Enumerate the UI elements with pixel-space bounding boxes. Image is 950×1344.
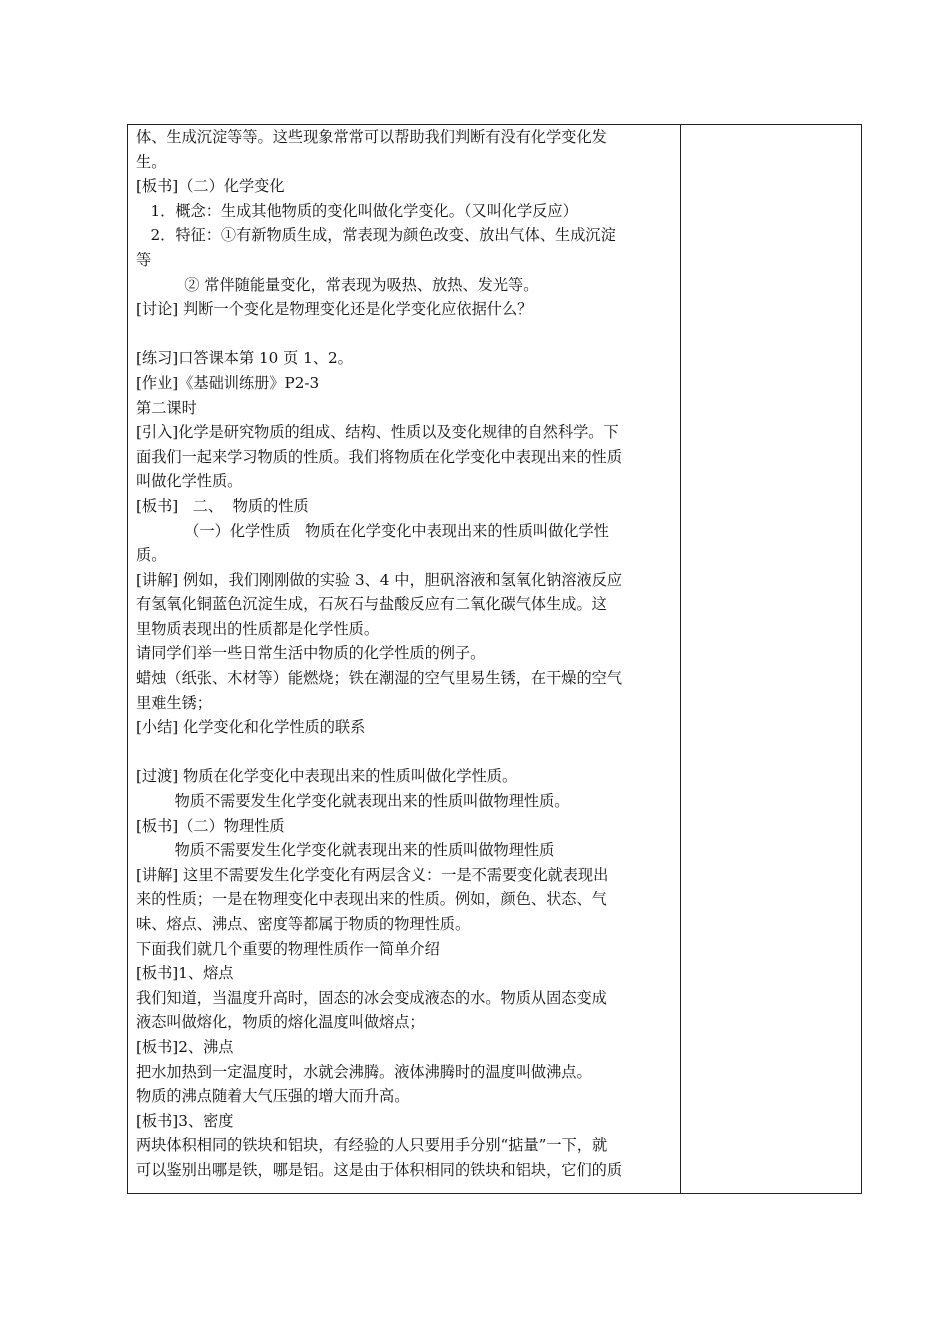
text-line: 我们知道，当温度升高时，固态的冰会变成液态的水。物质从固态变成 — [136, 988, 607, 1007]
column-divider — [680, 125, 681, 1193]
blank-line — [136, 322, 672, 347]
text-line: 有氢氧化铜蓝色沉淀生成，石灰石与盐酸反应有二氧化碳气体生成。这 — [136, 595, 607, 614]
text-line: 生。 — [136, 152, 167, 171]
lesson-plan-table — [127, 124, 862, 1194]
text-line: [板书]（二）物理性质 — [136, 816, 285, 835]
text-line: [板书]1、熔点 — [136, 964, 234, 983]
blank-line — [136, 740, 672, 765]
text-line: （一）化学性质 物质在化学变化中表现出来的性质叫做化学性 — [136, 521, 609, 540]
text-line: 物质的沸点随着大气压强的增大而升高。 — [136, 1087, 410, 1106]
text-line: 把水加热到一定温度时，水就会沸腾。液体沸腾时的温度叫做沸点。 — [136, 1062, 592, 1081]
text-line: [练习]口答课本第 10 页 1、2。 — [136, 349, 353, 368]
text-line: 2．特征：①有新物质生成，常表现为颜色改变、放出气体、生成沉淀 — [136, 226, 616, 245]
text-line: 面我们一起来学习物质的性质。我们将物质在化学变化中表现出来的性质 — [136, 447, 622, 466]
text-line: [讲解] 这里不需要发生化学变化有两层含义：一是不需要变化就表现出 — [136, 865, 609, 884]
text-line: 蜡烛（纸张、木材等）能燃烧；铁在潮湿的空气里易生锈，在干燥的空气 — [136, 669, 622, 688]
text-line: 里物质表现出的性质都是化学性质。 — [136, 619, 379, 638]
text-line: 等 — [136, 250, 152, 269]
text-line: 液态叫做熔化，物质的熔化温度叫做熔点； — [136, 1013, 425, 1032]
text-line: 物质不需要发生化学变化就表现出来的性质叫做物理性质 — [136, 841, 555, 860]
text-line: 体、生成沉淀等等。这些现象常常可以帮助我们判断有没有化学变化发 — [136, 128, 607, 146]
text-line: 质。 — [136, 546, 167, 565]
text-line: [板书]2、沸点 — [136, 1037, 234, 1056]
text-line: 请同学们举一些日常生活中物质的化学性质的例子。 — [136, 644, 486, 663]
text-line: ② 常伴随能量变化，常表现为吸热、放热、发光等。 — [136, 275, 539, 294]
text-line: [小结] 化学变化和化学性质的联系 — [136, 718, 366, 737]
text-line: [讨论] 判断一个变化是物理变化还是化学变化应依据什么？ — [136, 300, 533, 319]
text-line: [讲解] 例如，我们刚刚做的实验 3、4 中，胆矾溶液和氢氧化钠溶液反应 — [136, 570, 623, 589]
lesson-content-column — [136, 125, 672, 1183]
text-line: [作业]《基础训练册》P2-3 — [136, 373, 320, 392]
text-line: 下面我们就几个重要的物理性质作一简单介绍 — [136, 939, 440, 958]
text-line: [板书]（二）化学变化 — [136, 177, 285, 196]
text-line: 物质不需要发生化学变化就表现出来的性质叫做物理性质。 — [136, 792, 570, 811]
text-line: [引入]化学是研究物质的组成、结构、性质以及变化规律的自然科学。下 — [136, 423, 619, 442]
text-line: 第二课时 — [136, 398, 197, 417]
text-line: 来的性质；一是在物理变化中表现出来的性质。例如，颜色、状态、气 — [136, 890, 607, 909]
text-line: [过渡] 物质在化学变化中表现出来的性质叫做化学性质。 — [136, 767, 518, 786]
text-line: 里难生锈； — [136, 693, 212, 712]
text-line: 味、熔点、沸点、密度等都属于物质的物理性质。 — [136, 915, 471, 933]
text-line: 两块体积相同的铁块和铝块，有经验的人只要用手分别“掂量”一下，就 — [136, 1136, 608, 1155]
text-line: [板书] 二、 物质的性质 — [136, 496, 309, 515]
text-line: [板书]3、密度 — [136, 1111, 234, 1130]
text-line: 叫做化学性质。 — [136, 472, 243, 491]
notes-column — [682, 125, 861, 1193]
text-line: 1．概念：生成其他物质的变化叫做化学变化。（又叫化学反应） — [136, 201, 578, 220]
text-line: 可以鉴别出哪是铁，哪是铝。这是由于体积相同的铁块和铝块，它们的质 — [136, 1160, 622, 1179]
